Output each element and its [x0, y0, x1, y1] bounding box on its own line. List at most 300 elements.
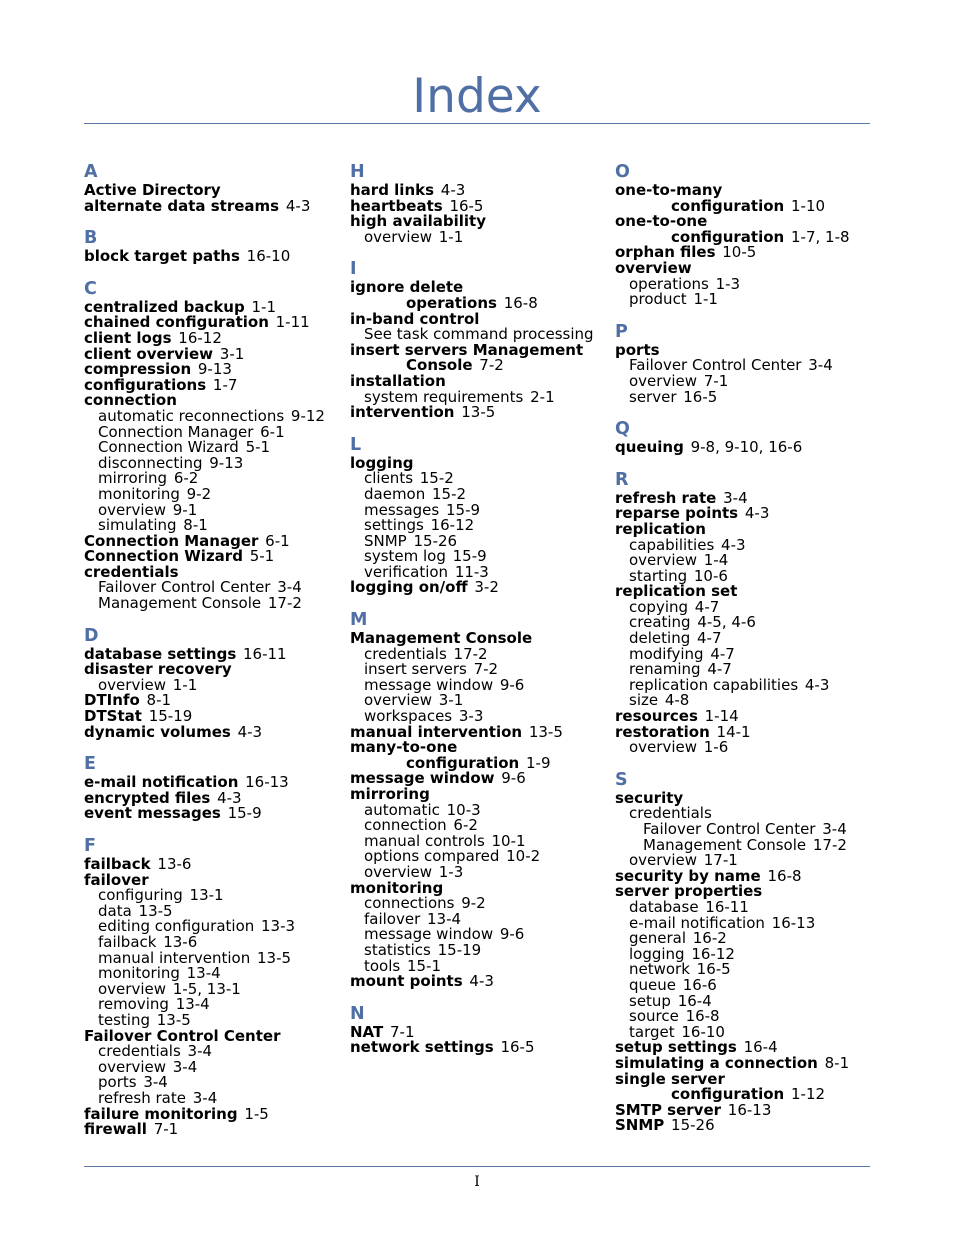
- entry-pages: 17-2: [453, 644, 488, 663]
- entry-term: modifying: [629, 644, 704, 663]
- entry-pages: 15-9: [227, 804, 262, 823]
- entry-pages: 4-3: [217, 788, 242, 807]
- entry-pages: 10-3: [446, 800, 481, 819]
- section-letter: O: [615, 162, 630, 182]
- index-column-3: [615, 162, 875, 1134]
- entry-pages: 1-1: [172, 675, 198, 694]
- entry-pages: 13-3: [261, 917, 296, 936]
- entry-term: encrypted files: [84, 788, 211, 807]
- entry-term: connection: [364, 816, 447, 835]
- entry-pages: 16-13: [245, 773, 289, 792]
- index-entry: [84, 196, 344, 215]
- entry-pages: 3-4: [192, 1088, 218, 1107]
- entry-term: overview: [364, 227, 432, 246]
- entry-term: size: [629, 691, 659, 710]
- entry-pages: 3-1: [219, 344, 245, 363]
- entry-term: heartbeats: [350, 196, 443, 215]
- entry-term: messages: [364, 500, 440, 519]
- entry-term: Failover Control Center: [84, 1026, 281, 1045]
- entry-term: disconnecting: [98, 453, 203, 472]
- entry-pages: 9-6: [499, 925, 525, 944]
- entry-term: overview: [364, 862, 432, 881]
- entry-pages: 16-11: [243, 644, 287, 663]
- entry-pages: 9-8, 9-10, 16-6: [690, 438, 803, 457]
- entry-term: overview: [98, 500, 166, 519]
- entry-pages: 15-2: [419, 469, 454, 488]
- entry-pages: 7-2: [479, 356, 504, 375]
- entry-pages: 3-3: [458, 707, 484, 726]
- entry-pages: 4-7: [696, 629, 722, 648]
- entry-term: clients: [364, 469, 414, 488]
- entry-pages: 15-26: [413, 531, 458, 550]
- entry-pages: 1-11: [275, 313, 310, 332]
- title-rule: [84, 123, 870, 124]
- entry-pages: 9-6: [499, 675, 525, 694]
- entry-pages: 4-5, 4-6: [697, 613, 756, 632]
- index-entry: [350, 974, 610, 990]
- entry-term: failover: [364, 909, 421, 928]
- entry-pages: 16-12: [178, 328, 222, 347]
- entry-term: intervention: [350, 403, 455, 422]
- entry-pages: 16-13: [727, 1100, 772, 1119]
- entry-term: simulating: [98, 516, 177, 535]
- entry-pages: 16-5: [683, 387, 718, 406]
- entry-term: overview: [615, 258, 692, 277]
- entry-term: manual controls: [364, 831, 485, 850]
- section-letter: Q: [615, 419, 630, 440]
- entry-term: replication set: [615, 582, 738, 601]
- entry-pages: 16-2: [692, 929, 727, 948]
- entry-pages: 6-1: [265, 531, 290, 550]
- entry-pages: 13-5: [461, 403, 496, 422]
- entry-term: options compared: [364, 847, 500, 866]
- entry-pages: 4-3: [469, 972, 494, 991]
- entry-term: e-mail notification: [84, 773, 239, 792]
- index-entry: [84, 1122, 344, 1138]
- entry-term: monitoring: [98, 484, 180, 503]
- entry-pages: 13-5: [156, 1010, 191, 1029]
- section-letter: A: [84, 162, 98, 182]
- entry-pages: 16-5: [696, 960, 731, 979]
- entry-term-continuation: Console: [406, 356, 473, 375]
- entry-term-continuation: configuration: [671, 196, 785, 215]
- entry-pages: 8-1: [824, 1053, 850, 1072]
- entry-term: statistics: [364, 940, 431, 959]
- entry-term: DTInfo: [84, 691, 140, 710]
- entry-pages: 10-6: [693, 566, 728, 585]
- entry-pages: 16-8: [503, 293, 538, 312]
- entry-pages: 13-6: [163, 932, 198, 951]
- section-letter: R: [615, 469, 629, 490]
- entry-term: Connection Wizard: [98, 438, 239, 457]
- entry-pages: 9-1: [172, 500, 198, 519]
- index-subentry: [615, 387, 875, 406]
- entry-term: target: [629, 1022, 675, 1041]
- entry-term: installation: [350, 371, 446, 390]
- section-letter: H: [350, 162, 365, 182]
- entry-term: general: [629, 929, 687, 948]
- entry-term: security by name: [615, 866, 761, 885]
- entry-term: deleting: [629, 629, 691, 648]
- entry-term: removing: [98, 995, 169, 1014]
- entry-term: credentials: [629, 804, 712, 823]
- entry-term: Failover Control Center: [643, 820, 816, 838]
- entry-term: Management Console: [643, 835, 807, 854]
- entry-pages: 4-3: [237, 722, 263, 741]
- entry-pages: 7-1: [389, 1022, 415, 1041]
- entry-term: restoration: [615, 722, 710, 741]
- entry-pages: 14-1: [716, 722, 751, 741]
- entry-term: logging: [350, 453, 414, 472]
- index-column-1: [84, 162, 344, 1138]
- entry-term: queue: [629, 975, 676, 994]
- entry-pages: 15-9: [445, 500, 481, 519]
- entry-pages: 17-2: [267, 594, 302, 613]
- entry-pages: 1-4: [703, 551, 729, 570]
- entry-pages: 17-2: [812, 835, 847, 854]
- section-letter: I: [350, 259, 357, 280]
- entry-term: replication: [615, 519, 706, 538]
- entry-term: automatic reconnections: [98, 406, 285, 425]
- entry-term: system log: [364, 547, 446, 566]
- index-entry: [84, 806, 344, 822]
- entry-pages: 3-4: [277, 578, 302, 597]
- entry-term: e-mail notification: [629, 913, 765, 932]
- entry-pages: 8-1: [183, 516, 208, 535]
- entry-pages: 16-4: [677, 991, 712, 1010]
- entry-term: hard links: [350, 181, 435, 199]
- entry-term: mirroring: [98, 469, 168, 488]
- entry-term: client overview: [84, 344, 214, 363]
- entry-term: credentials: [364, 644, 447, 663]
- entry-term: connections: [364, 894, 455, 913]
- entry-term: testing: [98, 1010, 151, 1029]
- entry-term: workspaces: [364, 707, 453, 726]
- entry-pages: 3-4: [143, 1073, 168, 1092]
- entry-pages: 1-3: [715, 274, 741, 293]
- entry-term: replication capabilities: [629, 675, 799, 694]
- entry-term-continuation: configuration: [671, 227, 785, 246]
- entry-term: failback: [84, 855, 151, 873]
- entry-pages: 3-4: [723, 488, 748, 507]
- entry-pages: 15-9: [452, 547, 487, 566]
- section-letter: D: [84, 625, 99, 646]
- index-entry: [84, 722, 344, 741]
- footer-rule: [84, 1166, 870, 1167]
- entry-pages: 16-8: [685, 1007, 720, 1026]
- index-entry: [350, 1040, 610, 1056]
- entry-term: overview: [364, 691, 432, 710]
- entry-term: reparse points: [615, 504, 739, 523]
- entry-term: Active Directory: [84, 181, 221, 199]
- section-letter: F: [84, 836, 96, 856]
- entry-term: See task command processing: [364, 325, 594, 344]
- entry-pages: 16-10: [246, 247, 291, 266]
- entry-pages: 16-5: [500, 1038, 535, 1057]
- entry-term: starting: [629, 566, 688, 585]
- entry-term: failure monitoring: [84, 1104, 238, 1123]
- entry-term: creating: [629, 613, 691, 632]
- entry-pages: 9-13: [209, 453, 244, 472]
- entry-pages: 1-1: [438, 227, 464, 246]
- entry-term: logging on/off: [350, 578, 468, 597]
- entry-term: high availability: [350, 212, 486, 231]
- entry-pages: 3-4: [172, 1057, 198, 1076]
- entry-term: automatic: [364, 800, 440, 819]
- entry-term: overview: [629, 551, 697, 570]
- entry-pages: 13-4: [175, 995, 210, 1014]
- entry-pages: 13-5: [138, 901, 173, 920]
- entry-pages: 5-1: [245, 438, 271, 457]
- entry-term: one-to-many: [615, 181, 723, 199]
- entry-term: credentials: [84, 562, 179, 581]
- entry-term: insert servers: [364, 660, 467, 679]
- index-subentry: [350, 227, 610, 246]
- section-letter: B: [84, 228, 98, 249]
- entry-pages: 6-2: [453, 816, 478, 835]
- index-subentry: [615, 740, 875, 756]
- entry-term: ports: [615, 340, 660, 359]
- entry-pages: 16-6: [682, 975, 717, 994]
- index-subentry: [615, 292, 875, 308]
- entry-pages: 1-5, 13-1: [172, 979, 241, 998]
- entry-pages: 15-19: [437, 940, 482, 959]
- entry-pages: 7-2: [473, 660, 499, 679]
- entry-term: capabilities: [629, 535, 715, 554]
- entry-pages: 4-7: [707, 660, 732, 679]
- entry-pages: 9-13: [197, 360, 232, 379]
- entry-term: overview: [98, 675, 166, 694]
- entry-term: network settings: [350, 1038, 494, 1057]
- entry-pages: 1-7: [212, 375, 238, 394]
- entry-term: many-to-one: [350, 738, 458, 757]
- entry-term: failback: [98, 932, 157, 951]
- entry-term: insert servers Management: [350, 340, 584, 359]
- entry-pages: 1-5: [244, 1104, 269, 1123]
- entry-term: disaster recovery: [84, 660, 232, 679]
- entry-pages: 4-3: [744, 504, 770, 523]
- entry-term: block target paths: [84, 247, 240, 266]
- entry-term: configurations: [84, 375, 207, 394]
- entry-term: server: [629, 387, 677, 406]
- entry-pages: 9-6: [501, 769, 526, 788]
- entry-term: overview: [98, 1057, 166, 1076]
- entry-term: settings: [364, 516, 424, 535]
- entry-term: server properties: [615, 882, 763, 901]
- entry-term: compression: [84, 360, 192, 379]
- entry-term: in-band control: [350, 309, 480, 328]
- entry-pages: 1-7, 1-8: [790, 227, 850, 246]
- entry-pages: 10-5: [722, 243, 757, 262]
- section-letter: N: [350, 1003, 365, 1024]
- entry-pages: 1-1: [251, 297, 276, 316]
- entry-term: daemon: [364, 484, 426, 503]
- entry-term: Management Console: [350, 629, 533, 648]
- entry-pages: 1-9: [525, 753, 551, 772]
- entry-term: message window: [364, 675, 494, 694]
- entry-term: renaming: [629, 660, 701, 679]
- section-letter: M: [350, 610, 368, 631]
- entry-pages: 15-1: [406, 956, 442, 975]
- entry-pages: 10-2: [506, 847, 541, 866]
- entry-term: data: [98, 901, 132, 920]
- entry-term: credentials: [98, 1042, 181, 1061]
- entry-term: product: [629, 290, 687, 309]
- entry-pages: 2-1: [530, 387, 555, 406]
- entry-term: refresh rate: [615, 488, 717, 507]
- entry-pages: 16-13: [771, 913, 816, 932]
- entry-term: resources: [615, 707, 698, 726]
- entry-term: tools: [364, 956, 401, 975]
- index-entry: [84, 249, 344, 265]
- entry-pages: 3-4: [822, 820, 847, 838]
- entry-term: overview: [98, 979, 166, 998]
- entry-pages: 15-2: [432, 484, 467, 503]
- entry-term: setup settings: [615, 1038, 737, 1057]
- entry-term-continuation: configuration: [406, 753, 520, 772]
- entry-term: failover: [84, 870, 149, 889]
- entry-pages: 7-1: [703, 371, 729, 390]
- entry-term: message window: [364, 925, 494, 944]
- index-entry: [350, 580, 610, 596]
- page-title: Index: [412, 69, 542, 124]
- entry-pages: 10-1: [491, 831, 526, 850]
- entry-term: SMTP server: [615, 1100, 722, 1119]
- entry-pages: 3-2: [474, 578, 499, 597]
- entry-term: event messages: [84, 804, 221, 823]
- entry-term: Failover Control Center: [629, 356, 802, 375]
- entry-term-continuation: operations: [406, 293, 497, 312]
- entry-term: overview: [629, 738, 697, 757]
- entry-term: orphan files: [615, 243, 716, 262]
- entry-term: setup: [629, 991, 671, 1010]
- entry-term: chained configuration: [84, 313, 269, 332]
- entry-pages: 4-3: [440, 181, 466, 199]
- entry-term: manual intervention: [98, 948, 251, 967]
- entry-term: mount points: [350, 972, 463, 991]
- entry-term: single server: [615, 1069, 725, 1088]
- section-letter: P: [615, 321, 628, 342]
- entry-pages: 5-1: [249, 547, 275, 566]
- entry-term: Connection Manager: [84, 531, 259, 550]
- entry-pages: 11-3: [454, 562, 489, 581]
- entry-pages: 4-7: [710, 644, 735, 663]
- entry-pages: 13-4: [427, 909, 462, 928]
- entry-term: source: [629, 1007, 679, 1026]
- entry-term: Connection Manager: [98, 422, 254, 441]
- entry-term: connection: [84, 391, 177, 410]
- entry-term: system requirements: [364, 387, 524, 406]
- entry-term: configuring: [98, 886, 183, 905]
- entry-pages: 9-12: [290, 406, 325, 425]
- entry-term: simulating a connection: [615, 1053, 818, 1072]
- entry-term: overview: [629, 371, 697, 390]
- entry-term: monitoring: [350, 878, 444, 897]
- entry-pages: 16-4: [743, 1038, 778, 1057]
- entry-pages: 4-3: [721, 535, 746, 554]
- entry-term: message window: [350, 769, 495, 788]
- index-subentry: [84, 596, 344, 612]
- entry-term: copying: [629, 597, 689, 616]
- entry-term: verification: [364, 562, 449, 581]
- entry-term: database settings: [84, 644, 237, 663]
- entry-pages: 8-1: [146, 691, 172, 710]
- entry-term: editing configuration: [98, 917, 255, 936]
- entry-term: dynamic volumes: [84, 722, 231, 741]
- entry-term: DTStat: [84, 707, 142, 726]
- entry-pages: 13-5: [257, 948, 292, 967]
- index-entry: [615, 440, 875, 456]
- entry-pages: 1-10: [790, 196, 826, 215]
- entry-pages: 13-4: [186, 964, 221, 983]
- entry-pages: 16-12: [430, 516, 475, 535]
- entry-term: ignore delete: [350, 278, 464, 297]
- entry-term: queuing: [615, 438, 684, 457]
- section-letter: S: [615, 769, 628, 790]
- index-entry: [350, 405, 610, 421]
- entry-pages: 3-4: [187, 1042, 213, 1061]
- entry-term: refresh rate: [98, 1088, 186, 1107]
- entry-pages: 16-8: [767, 866, 802, 885]
- entry-term: overview: [629, 851, 697, 870]
- entry-term: NAT: [350, 1022, 384, 1041]
- entry-term: mirroring: [350, 785, 430, 803]
- entry-term: SNMP: [364, 531, 407, 550]
- entry-pages: 17-1: [703, 851, 738, 870]
- entry-term: client logs: [84, 328, 172, 347]
- entry-pages: 9-2: [461, 894, 486, 913]
- entry-pages: 6-2: [173, 469, 199, 488]
- entry-pages: 6-1: [260, 422, 285, 441]
- entry-pages: 3-1: [438, 691, 464, 710]
- entry-term: Management Console: [98, 594, 262, 613]
- entry-term: security: [615, 788, 684, 807]
- section-letter: L: [350, 434, 362, 455]
- entry-pages: 13-6: [157, 855, 192, 873]
- entry-term: SNMP: [615, 1116, 665, 1135]
- entry-term: firewall: [84, 1120, 147, 1139]
- entry-term: database: [629, 897, 699, 916]
- entry-pages: 1-3: [438, 862, 464, 881]
- entry-term: centralized backup: [84, 297, 245, 316]
- entry-term: manual intervention: [350, 722, 523, 741]
- entry-pages: 15-19: [148, 707, 193, 726]
- entry-pages: 4-3: [285, 196, 311, 215]
- entry-term: ports: [98, 1073, 137, 1092]
- entry-pages: 4-3: [804, 675, 830, 694]
- entry-term-continuation: configuration: [671, 1085, 785, 1104]
- entry-term: network: [629, 960, 690, 979]
- index-column-2: [350, 162, 610, 1056]
- entry-pages: 4-7: [694, 597, 720, 616]
- entry-pages: 13-5: [528, 722, 563, 741]
- entry-term: alternate data streams: [84, 196, 280, 215]
- entry-pages: 3-4: [808, 356, 833, 375]
- entry-pages: 4-8: [664, 691, 690, 710]
- entry-pages: 13-1: [189, 886, 224, 905]
- page-number: I: [474, 1174, 480, 1190]
- entry-term: logging: [629, 944, 685, 963]
- entry-pages: 1-12: [790, 1085, 826, 1104]
- entry-pages: 15-26: [671, 1116, 715, 1135]
- entry-pages: 16-11: [705, 897, 749, 916]
- entry-pages: 1-14: [704, 707, 739, 726]
- entry-term: operations: [629, 274, 709, 293]
- entry-pages: 16-5: [449, 196, 484, 215]
- entry-term: Connection Wizard: [84, 547, 243, 566]
- section-letter: C: [84, 278, 97, 299]
- entry-pages: 16-10: [681, 1022, 725, 1041]
